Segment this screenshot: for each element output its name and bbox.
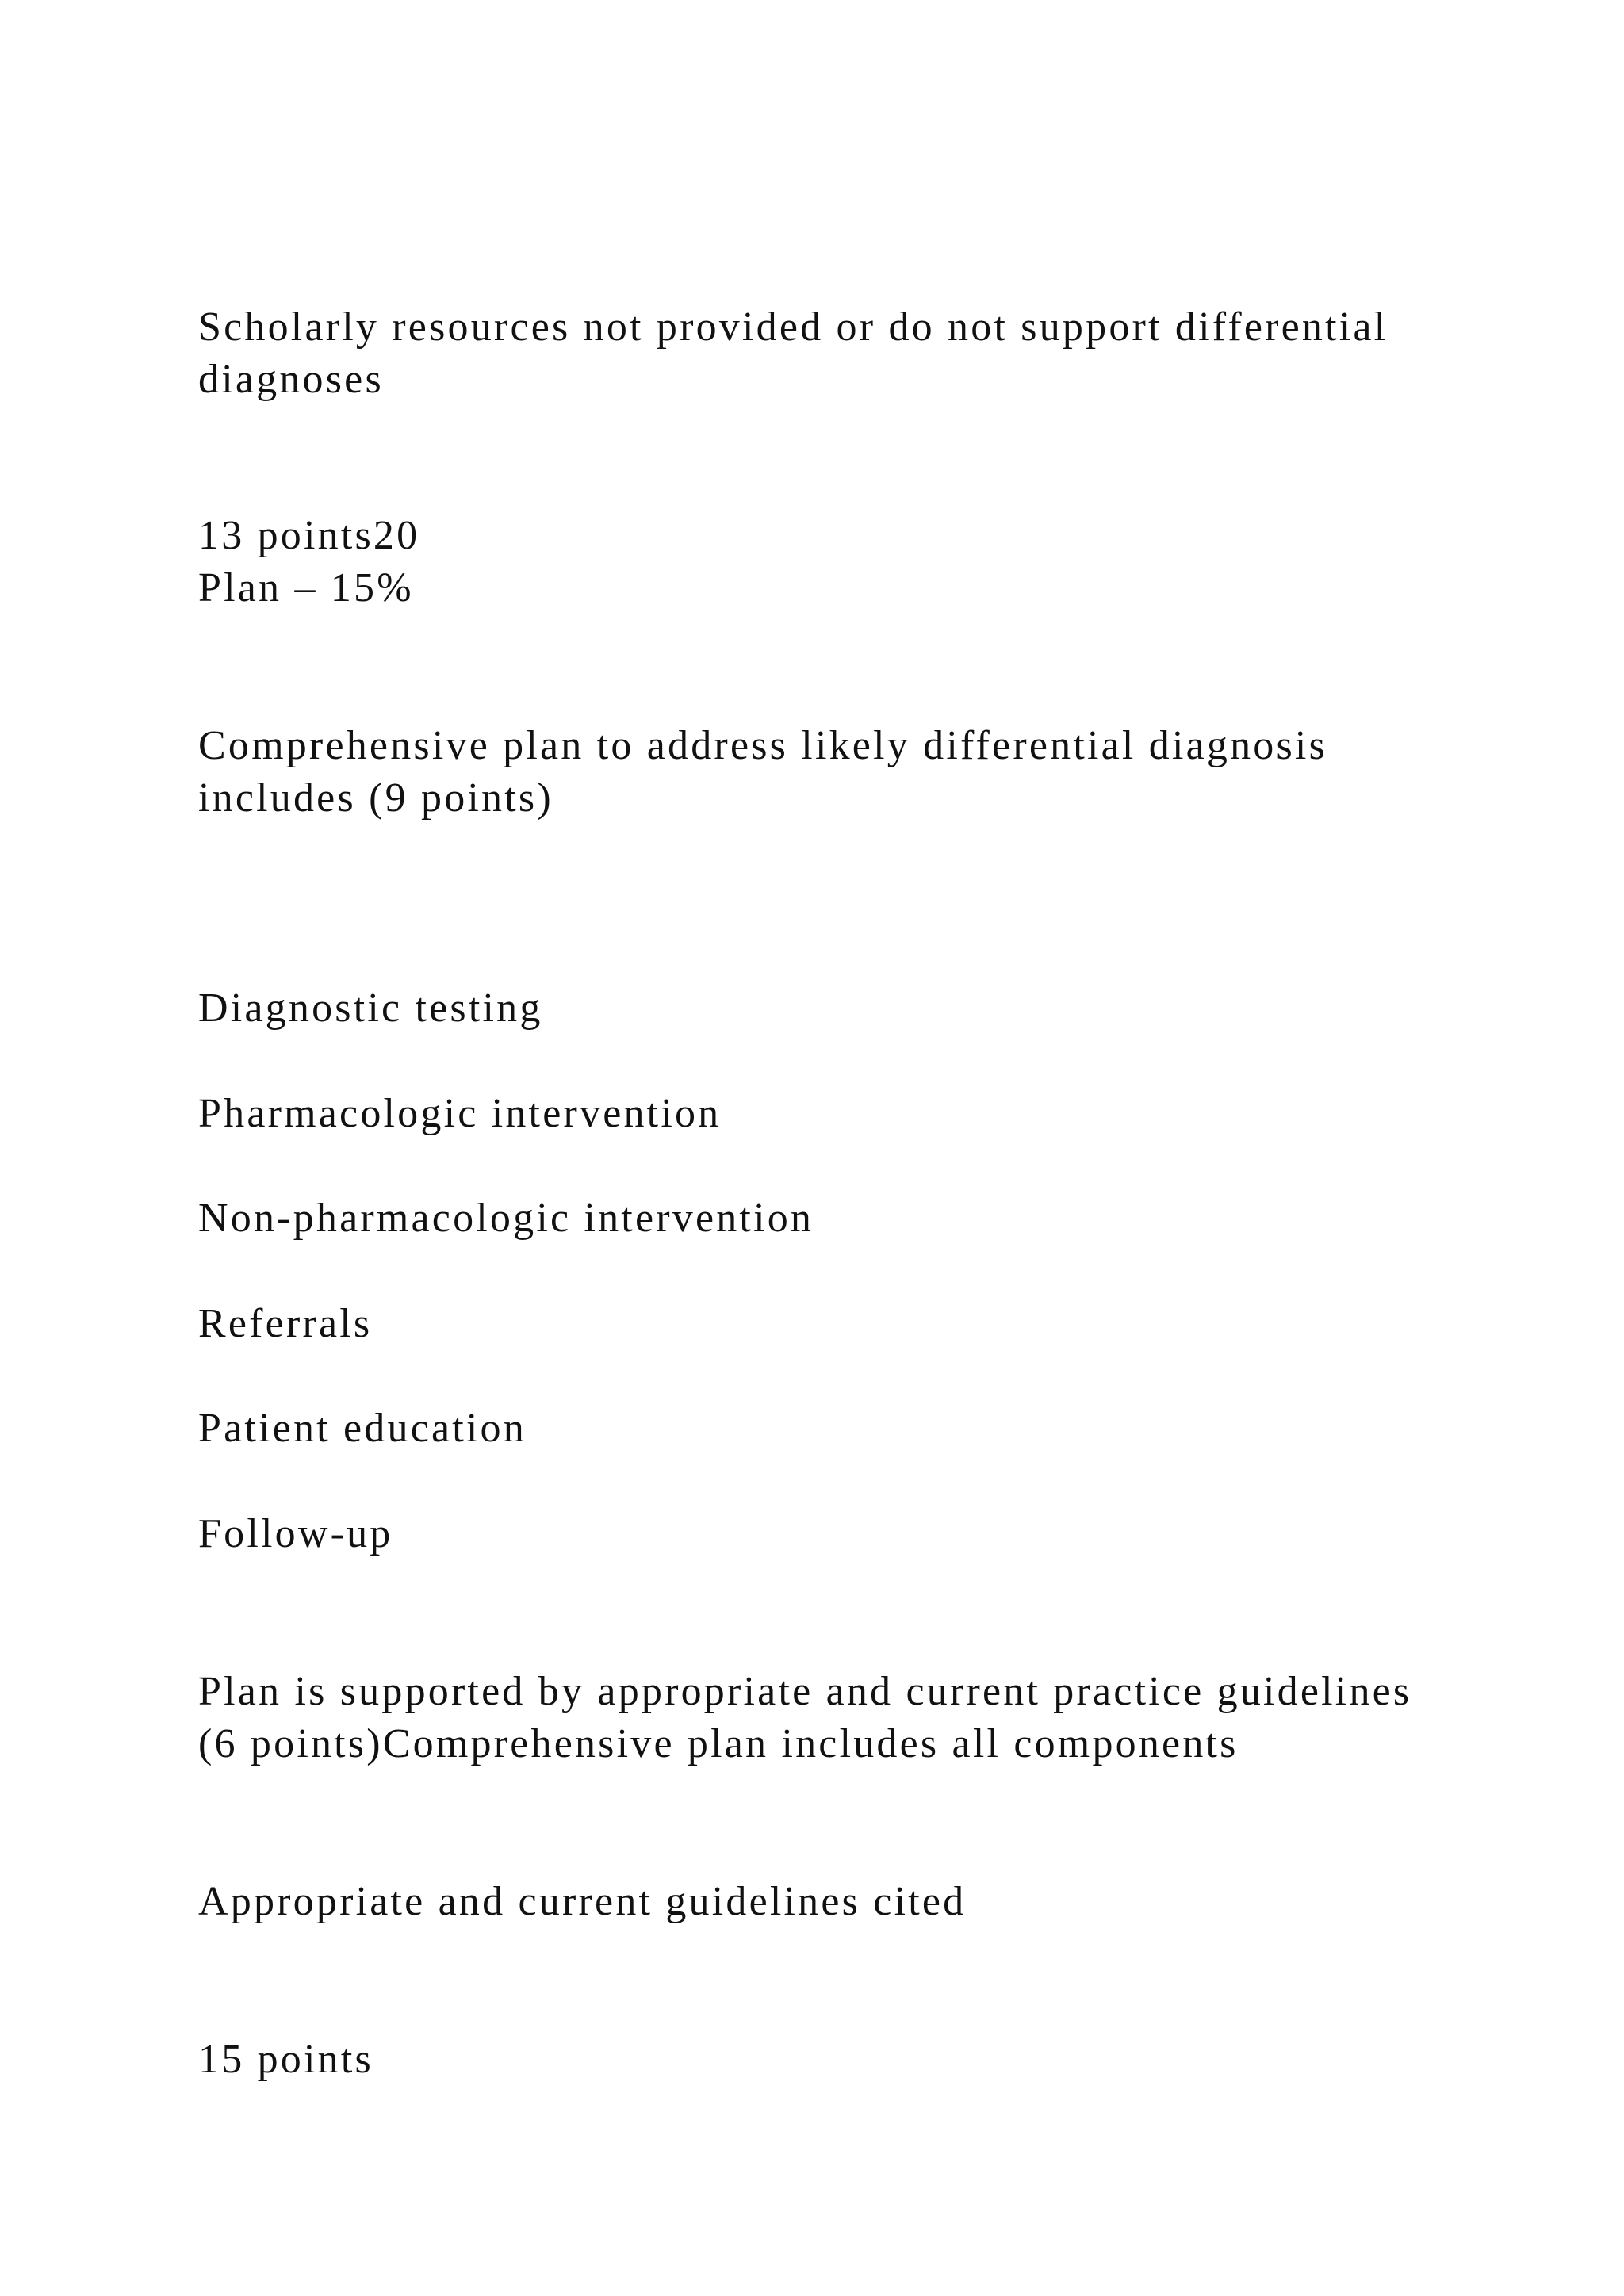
points-line: 13 points20 bbox=[198, 513, 420, 558]
comprehensive-plan-line-2: includes (9 points) bbox=[198, 775, 553, 821]
plan-item-referrals: Referrals bbox=[198, 1301, 373, 1346]
comprehensive-plan-line-1: Comprehensive plan to address likely differential diagnosis bbox=[198, 723, 1328, 768]
plan-item-diagnostic-testing: Diagnostic testing bbox=[198, 985, 543, 1031]
plan-item-pharmacologic: Pharmacologic intervention bbox=[198, 1091, 722, 1136]
scholarly-resources-line-2: diagnoses bbox=[198, 357, 384, 402]
total-points-line: 15 points bbox=[198, 2037, 373, 2082]
scholarly-resources-line-1: Scholarly resources not provided or do not support differential bbox=[198, 304, 1388, 350]
plan-item-non-pharmacologic: Non-pharmacologic intervention bbox=[198, 1196, 814, 1241]
plan-heading: Plan – 15% bbox=[198, 565, 414, 610]
guidelines-line-2: (6 points)Comprehensive plan includes all components bbox=[198, 1721, 1239, 1766]
plan-item-patient-education: Patient education bbox=[198, 1406, 527, 1451]
guidelines-line-1: Plan is supported by appropriate and current practice guidelines bbox=[198, 1669, 1412, 1714]
guidelines-cited-line: Appropriate and current guidelines cited bbox=[198, 1879, 967, 1924]
plan-item-follow-up: Follow-up bbox=[198, 1511, 393, 1556]
